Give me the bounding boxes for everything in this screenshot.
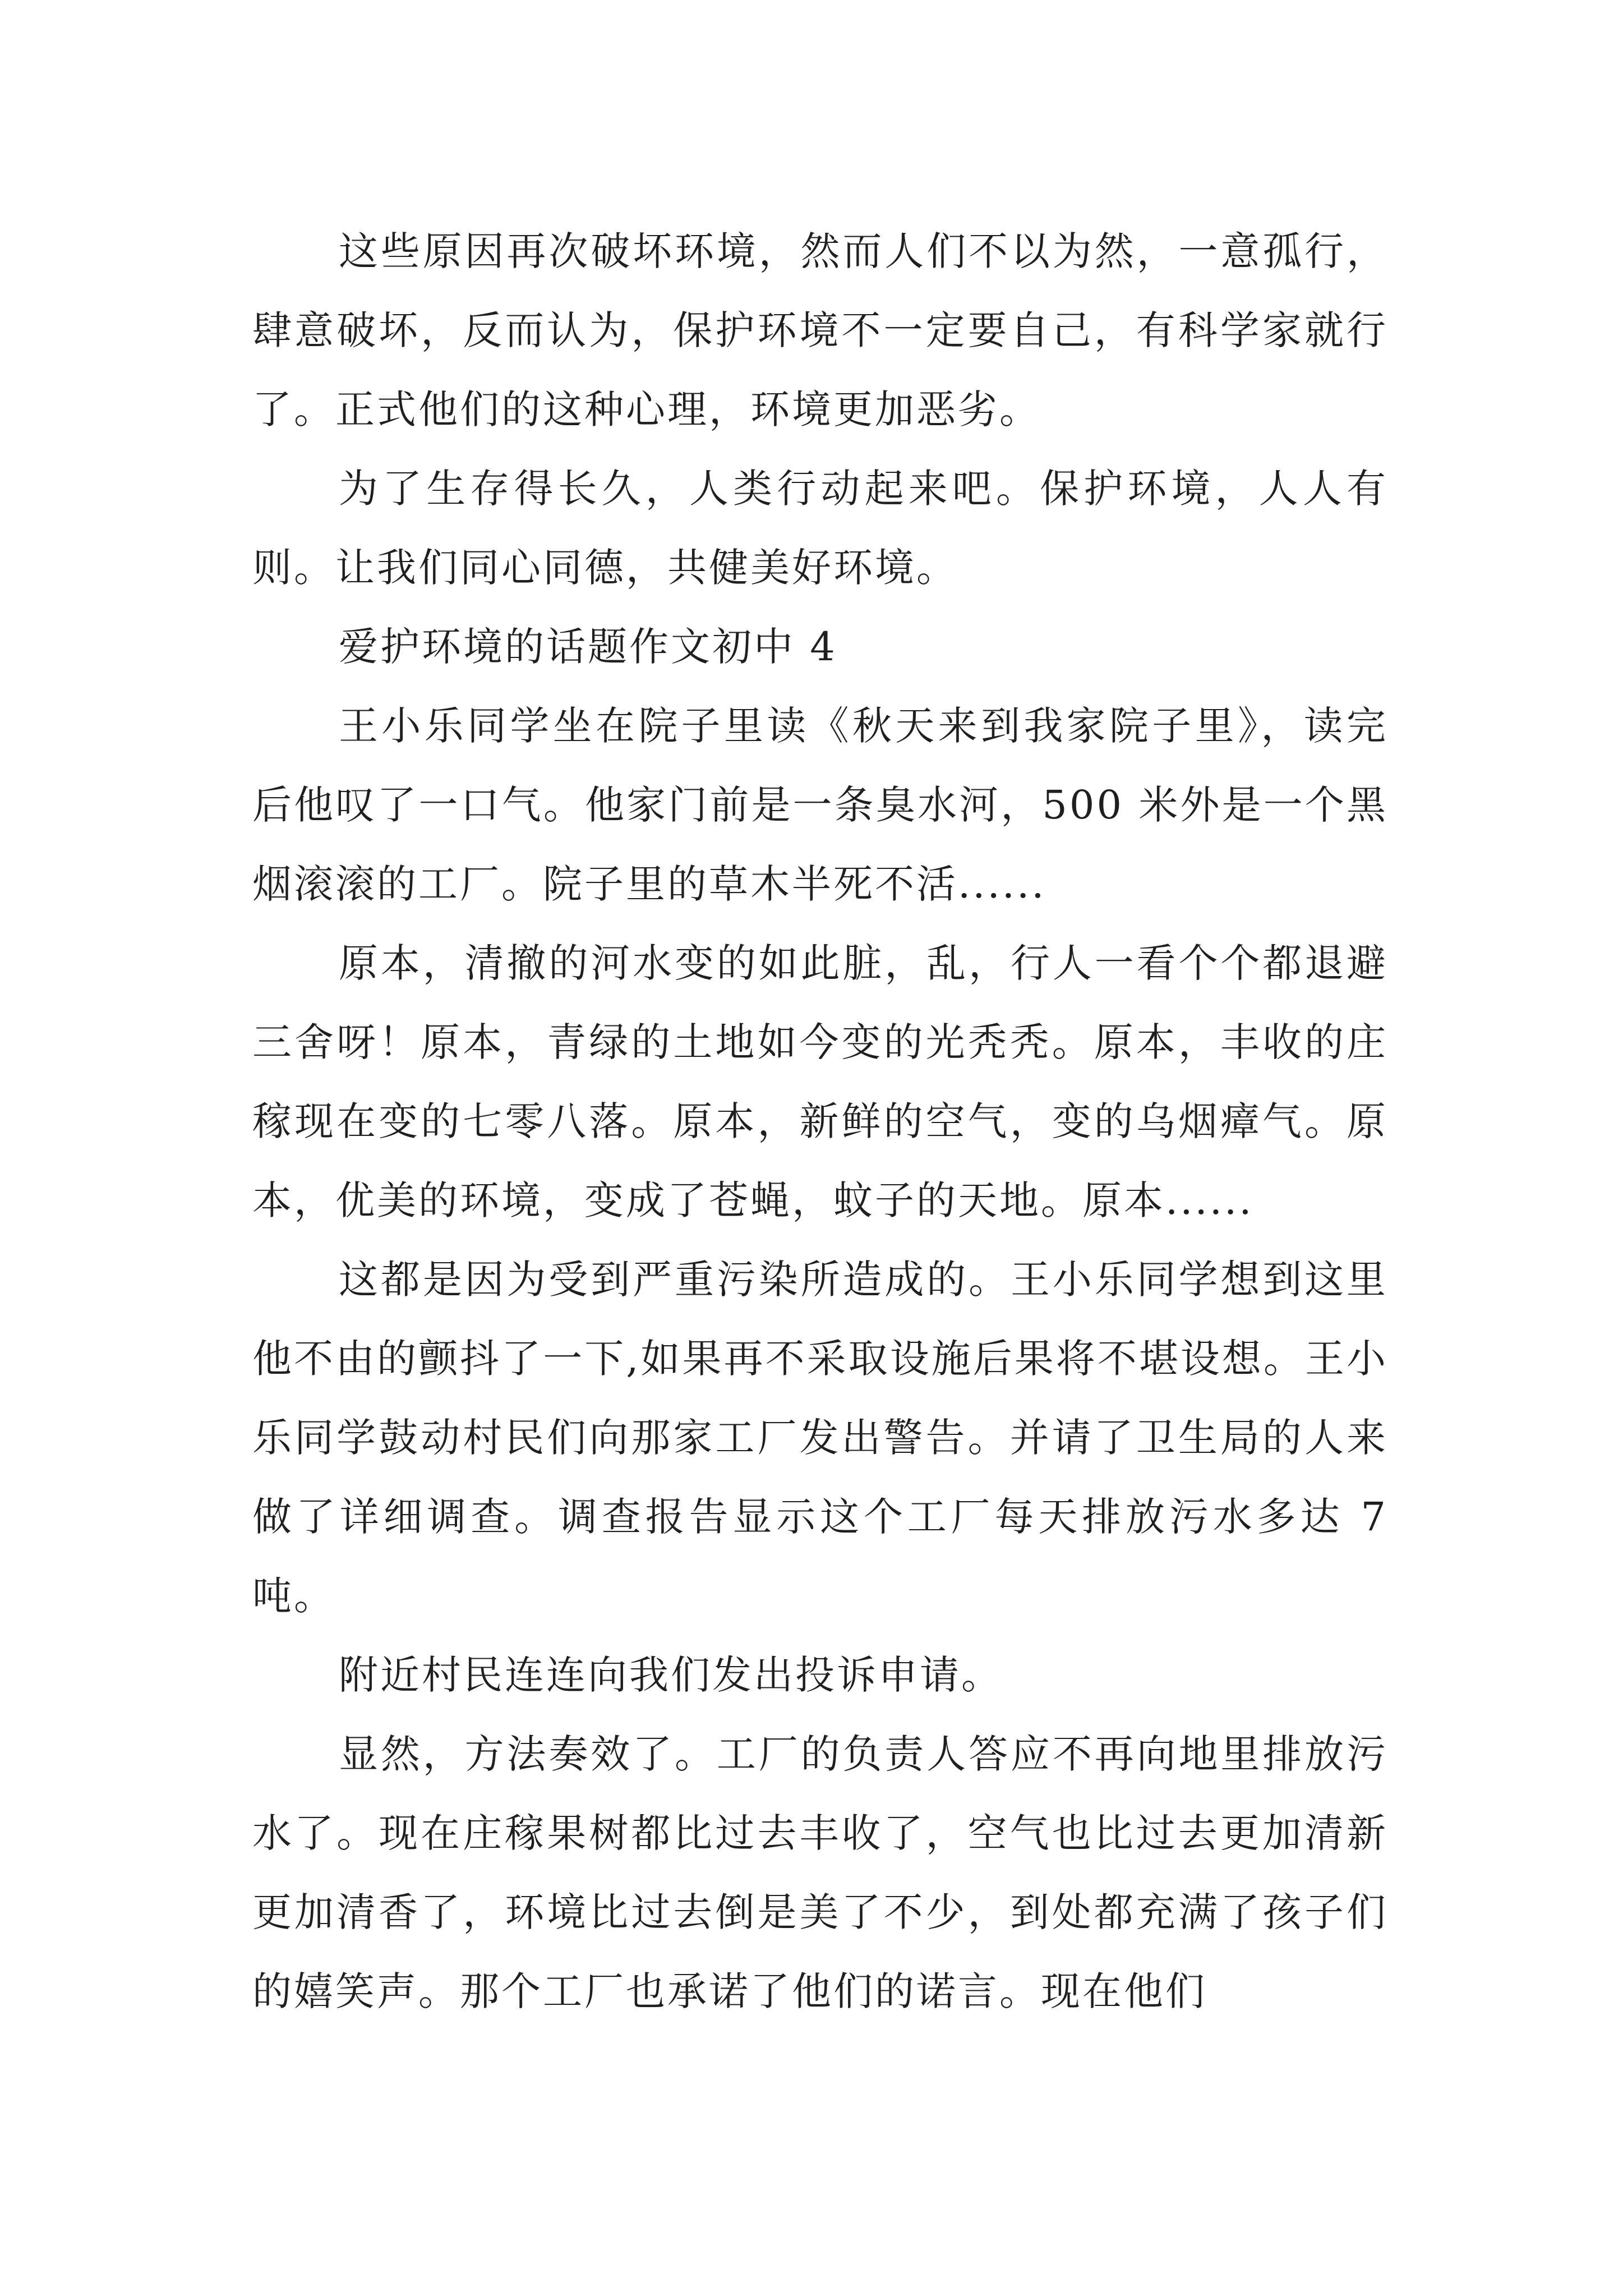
section-heading: 爱护环境的话题作文初中 4: [339, 624, 837, 670]
document-body: [252, 212, 1388, 2031]
paragraph-6: 附近村民连连向我们发出投诉申请。: [339, 1652, 1003, 1698]
paragraph-5: 这都是因为受到严重污染所造成的。王小乐同学想到这里他不由的颤抖了一下,如果再不采取设施后果将不堪设想。王小乐同学鼓动村民们向那家工厂发出警告。并请了卫生局的人来做了详细调查。调查报告显示这个工厂每天排放污水多达 7 吨。: [252, 1257, 1388, 1619]
paragraph-2: 为了生存得长久，人类行动起来吧。保护环境，人人有则。让我们同心同德，共健美好环境。: [252, 466, 1388, 591]
paragraph-3: 王小乐同学坐在院子里读《秋天来到我家院子里》，读完后他叹了一口气。他家门前是一条臭水河，500 米外是一个黑烟滚滚的工厂。院子里的草木半死不活......: [252, 703, 1388, 907]
paragraph-7: 显然，方法奏效了。工厂的负责人答应不再向地里排放污水了。现在庄稼果树都比过去丰收了，空气也比过去更加清新更加清香了，环境比过去倒是美了不少，到处都充满了孩子们的嬉笑声。那个工厂也承诺了他们的诺言。现在他们: [252, 1731, 1388, 2014]
paragraph-4: 原本，清撤的河水变的如此脏，乱，行人一看个个都退避三舍呀！原本，青绿的土地如今变的光秃秃。原本，丰收的庄稼现在变的七零八落。原本，新鲜的空气，变的乌烟瘴气。原本，优美的环境，变成了苍蝇，蚊子的天地。原本......: [252, 940, 1388, 1223]
paragraph-1: 这些原因再次破坏环境，然而人们不以为然，一意孤行，肆意破坏，反而认为，保护环境不一定要自己，有科学家就行了。正式他们的这种心理，环境更加恶劣。: [252, 228, 1388, 432]
